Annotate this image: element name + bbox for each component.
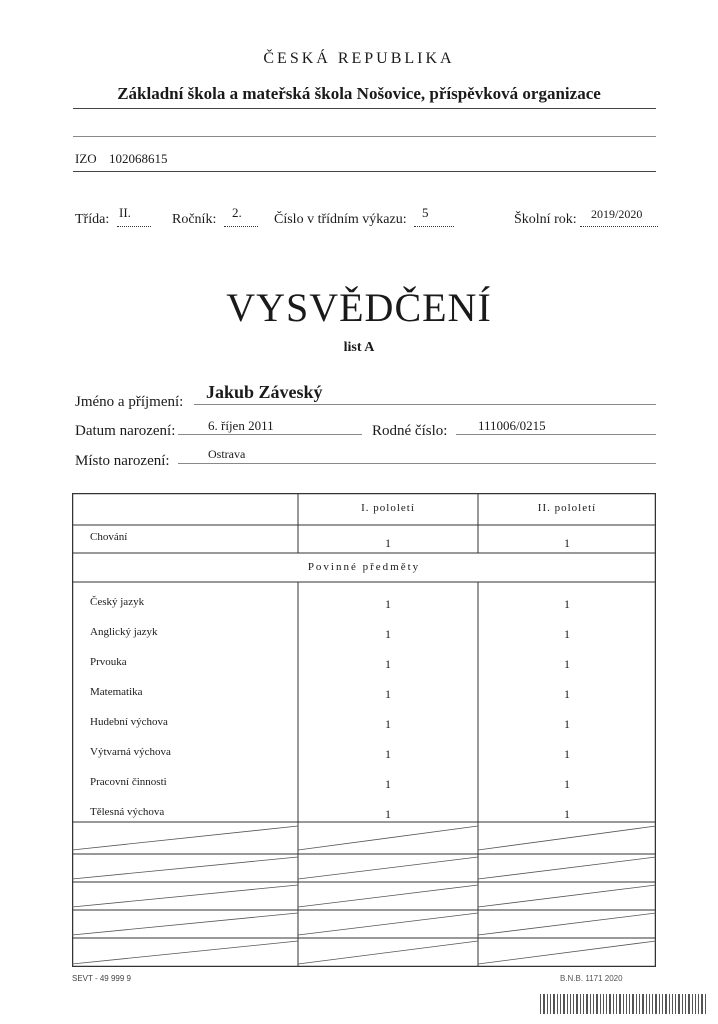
name-label: Jméno a příjmení: — [75, 394, 184, 410]
subject-grade-1: 1 — [385, 807, 391, 821]
rc-label: Rodné číslo: — [372, 423, 448, 439]
cislo-label: Číslo v třídním výkazu: — [274, 212, 407, 227]
dob-line — [178, 434, 362, 435]
rc-line — [456, 434, 656, 435]
subject-name: Hudební výchova — [90, 716, 168, 728]
trida-label: Třída: — [75, 212, 110, 227]
trida-value: II. — [119, 205, 131, 220]
rok-value: 2019/2020 — [591, 207, 643, 221]
subject-name: Pracovní činnosti — [90, 776, 167, 788]
subject-grade-1: 1 — [385, 777, 391, 791]
divider — [73, 136, 656, 137]
subject-grade-2: 1 — [564, 747, 570, 761]
subject-grade-2: 1 — [564, 657, 570, 671]
divider — [73, 108, 656, 109]
conduct-label: Chování — [90, 531, 128, 543]
subject-grade-2: 1 — [564, 687, 570, 701]
barcode-icon — [540, 994, 712, 1016]
name-value: Jakub Záveský — [206, 382, 323, 402]
subject-name: Matematika — [90, 686, 143, 698]
dob-value: 6. říjen 2011 — [208, 418, 274, 433]
subject-grade-2: 1 — [564, 807, 570, 821]
divider — [73, 171, 656, 172]
subject-grade-1: 1 — [385, 687, 391, 701]
conduct-grade-1: 1 — [385, 536, 391, 550]
izo-label: IZO — [75, 151, 97, 166]
place-value: Ostrava — [208, 447, 246, 461]
col2-header: II. pololetí — [537, 502, 597, 514]
subject-name: Prvouka — [90, 656, 127, 668]
place-label: Místo narození: — [75, 453, 170, 469]
rok-label: Školní rok: — [514, 212, 577, 227]
subject-grade-1: 1 — [385, 597, 391, 611]
footer-left: SEVT - 49 999 9 — [72, 974, 131, 983]
rok-dotted-line — [580, 226, 658, 227]
rocnik-label: Ročník: — [172, 212, 217, 227]
rocnik-dotted-line — [224, 226, 258, 227]
subject-grade-1: 1 — [385, 657, 391, 671]
place-line — [178, 463, 656, 464]
school-name: Základní škola a mateřská škola Nošovice, příspěvková organizace — [117, 84, 601, 103]
subject-name: Výtvarná výchova — [90, 746, 171, 758]
conduct-grade-2: 1 — [564, 536, 570, 550]
section-title: Povinné předměty — [307, 561, 421, 573]
document-subtitle: list A — [343, 340, 375, 355]
subject-grade-1: 1 — [385, 717, 391, 731]
subject-grade-2: 1 — [564, 777, 570, 791]
trida-dotted-line — [117, 226, 151, 227]
rocnik-value: 2. — [232, 205, 242, 220]
document-title: VYSVĚDČENÍ — [226, 285, 492, 330]
dob-label: Datum narození: — [75, 423, 176, 439]
grades-table — [72, 493, 656, 967]
izo-value: 102068615 — [109, 151, 168, 166]
subject-grade-1: 1 — [385, 747, 391, 761]
rc-value: 111006/0215 — [478, 418, 546, 433]
subject-grade-2: 1 — [564, 717, 570, 731]
country-title: ČESKÁ REPUBLIKA — [263, 50, 455, 67]
subject-grade-1: 1 — [385, 627, 391, 641]
cislo-value: 5 — [422, 205, 429, 220]
cislo-dotted-line — [414, 226, 454, 227]
subject-grade-2: 1 — [564, 597, 570, 611]
col1-header: I. pololetí — [361, 502, 415, 514]
subject-name: Tělesná výchova — [90, 806, 165, 818]
subject-name: Anglický jazyk — [90, 626, 158, 638]
footer-right: B.N.B. 1171 2020 — [560, 974, 623, 983]
name-line — [194, 404, 656, 405]
subject-grade-2: 1 — [564, 627, 570, 641]
subject-name: Český jazyk — [90, 596, 145, 608]
